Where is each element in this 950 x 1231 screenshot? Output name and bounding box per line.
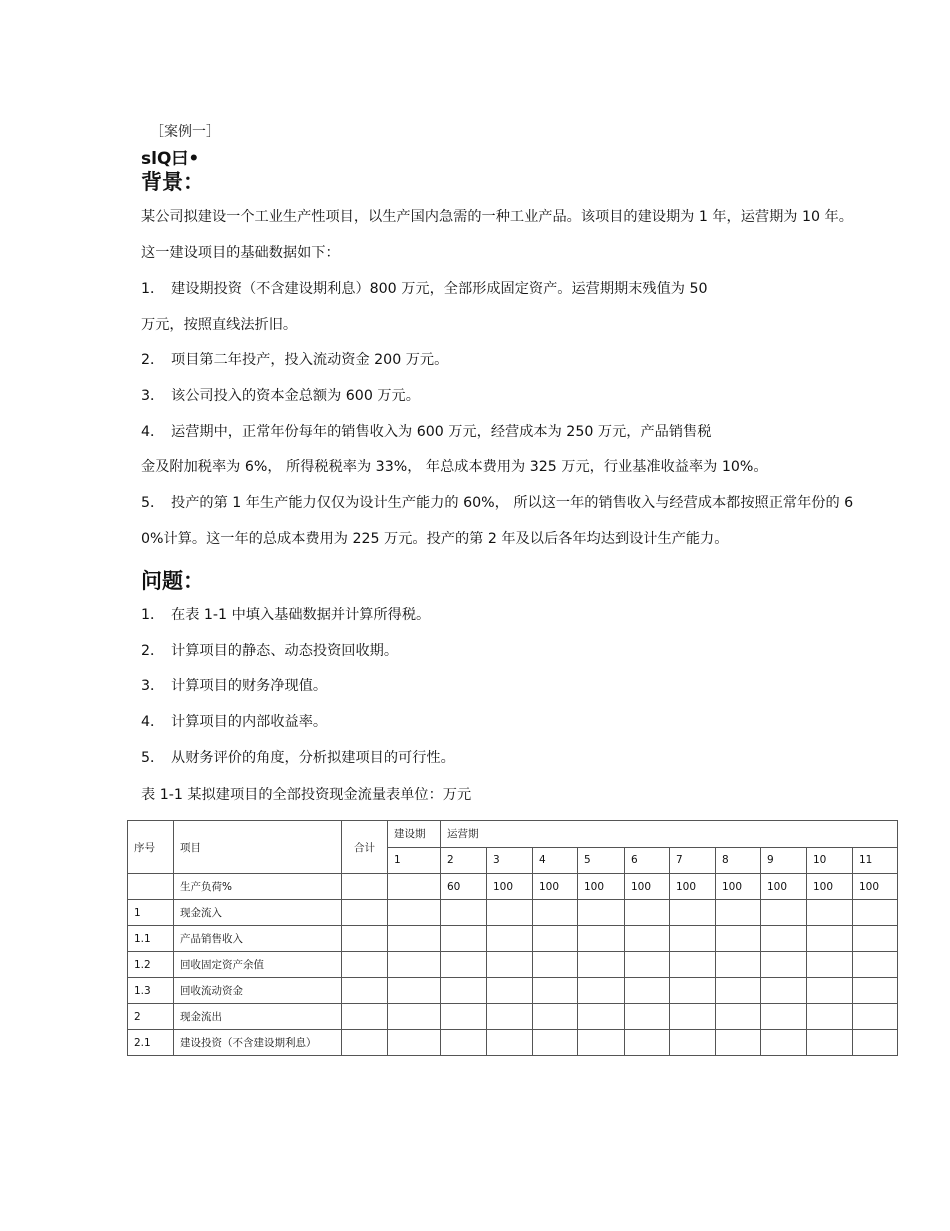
item-text: 项目第二年投产，投入流动资金 200 万元。 [171, 352, 449, 368]
table-row [128, 926, 898, 952]
row-value [716, 926, 761, 952]
row-value [716, 978, 761, 1004]
row-value [807, 952, 853, 978]
row-value: 100 [761, 874, 807, 900]
row-value [487, 926, 533, 952]
row-value [807, 900, 853, 926]
row-value [670, 978, 716, 1004]
row-value [670, 1030, 716, 1056]
header-year: 7 [670, 847, 716, 874]
question-text: 计算项目的静态、动态投资回收期。 [171, 643, 399, 659]
header-year: 5 [578, 847, 625, 874]
row-value [853, 978, 898, 1004]
item-number: 2． [141, 352, 165, 368]
header-year: 10 [807, 847, 853, 874]
header-total: 合计 [342, 821, 388, 874]
row-item: 现金流入 [174, 900, 342, 926]
table-header-row [128, 821, 898, 848]
item-text: 该公司投入的资本金总额为 600 万元。 [171, 388, 420, 404]
table-row [128, 1030, 898, 1056]
row-item: 现金流出 [174, 1004, 342, 1030]
row-total [342, 1030, 388, 1056]
row-value [533, 900, 578, 926]
question-number: 5． [141, 750, 165, 766]
row-value [388, 1030, 441, 1056]
background-item-1 [141, 279, 708, 299]
background-item-3 [141, 386, 420, 406]
background-item-5-cont: 0%计算。这一年的总成本费用为 225 万元。投产的第 2 年及以后各年均达到设计生产能力。 [141, 531, 729, 547]
background-item-2 [141, 350, 448, 370]
case-label: ［案例一］ [150, 124, 220, 140]
row-value [853, 926, 898, 952]
row-value [625, 900, 670, 926]
row-value [853, 1004, 898, 1030]
row-seq [128, 874, 174, 900]
row-item: 产品销售收入 [174, 926, 342, 952]
item-text: 投产的第 1 年生产能力仅仅为设计生产能力的 60%， 所以这一年的销售收入与经营成本都按照正常年份的 6 [171, 495, 854, 511]
row-value [853, 1030, 898, 1056]
table-row [128, 1004, 898, 1030]
row-item: 生产负荷% [174, 874, 342, 900]
row-value [578, 900, 625, 926]
item-number: 5． [141, 495, 165, 511]
background-item-4-cont: 金及附加税率为 6%， 所得税税率为 33%， 年总成本费用为 325 万元，行业基准收益率为 10%。 [141, 459, 768, 475]
row-value [716, 1004, 761, 1030]
row-value [716, 900, 761, 926]
row-value: 100 [807, 874, 853, 900]
header-year: 11 [853, 847, 898, 874]
question-text: 在表 1-1 中填入基础数据并计算所得税。 [171, 607, 431, 623]
row-value [388, 926, 441, 952]
row-value [761, 900, 807, 926]
row-value: 100 [716, 874, 761, 900]
row-value [388, 874, 441, 900]
row-value [487, 1004, 533, 1030]
row-value: 100 [533, 874, 578, 900]
row-total [342, 978, 388, 1004]
row-total [342, 874, 388, 900]
row-value [761, 952, 807, 978]
row-seq: 1.3 [128, 978, 174, 1004]
background-item-4 [141, 422, 711, 442]
row-value [441, 1004, 487, 1030]
header-construction-period: 建设期 [388, 821, 441, 848]
question-number: 1． [141, 607, 165, 623]
table-row [128, 952, 898, 978]
item-number: 1． [141, 281, 165, 297]
table-row [128, 900, 898, 926]
row-value [441, 900, 487, 926]
row-value [807, 1030, 853, 1056]
row-value [625, 978, 670, 1004]
row-value [533, 978, 578, 1004]
row-value [578, 1030, 625, 1056]
row-value [578, 926, 625, 952]
row-value [441, 978, 487, 1004]
row-value [625, 1004, 670, 1030]
row-item: 回收固定资产余值 [174, 952, 342, 978]
row-value [441, 1030, 487, 1056]
row-total [342, 952, 388, 978]
row-total [342, 1004, 388, 1030]
row-seq: 2.1 [128, 1030, 174, 1056]
item-text: 建设期投资（不含建设期利息）800 万元，全部形成固定资产。运营期期末残值为 50 [171, 281, 708, 297]
background-item-5 [141, 493, 853, 513]
item-text: 运营期中，正常年份每年的销售收入为 600 万元，经营成本为 250 万元，产品销售税 [171, 424, 712, 440]
row-value [716, 952, 761, 978]
table-row [128, 978, 898, 1004]
question-4 [141, 712, 327, 732]
header-year: 6 [625, 847, 670, 874]
header-operation-period: 运营期 [441, 821, 898, 848]
table-caption: 表 1-1 某拟建项目的全部投资现金流量表单位：万元 [141, 787, 472, 803]
row-seq: 1 [128, 900, 174, 926]
header-seq: 序号 [128, 821, 174, 874]
row-value [625, 1030, 670, 1056]
row-value [533, 1030, 578, 1056]
question-3 [141, 676, 327, 696]
question-number: 4． [141, 714, 165, 730]
row-value: 100 [578, 874, 625, 900]
item-number: 3． [141, 388, 165, 404]
row-value [578, 952, 625, 978]
background-heading: 背景： [141, 170, 204, 194]
row-value [670, 900, 716, 926]
row-value [533, 1004, 578, 1030]
row-item: 建设投资（不含建设期利息） [174, 1030, 342, 1056]
cash-flow-table [127, 820, 898, 1056]
row-value [716, 1030, 761, 1056]
row-value [388, 900, 441, 926]
item-number: 4． [141, 424, 165, 440]
row-value [761, 1004, 807, 1030]
row-value: 60 [441, 874, 487, 900]
row-value: 100 [670, 874, 716, 900]
row-total [342, 926, 388, 952]
row-value [625, 926, 670, 952]
row-value [625, 952, 670, 978]
table-row [128, 874, 898, 900]
row-value [807, 926, 853, 952]
row-value [441, 926, 487, 952]
row-value [487, 1030, 533, 1056]
row-value [670, 926, 716, 952]
question-text: 计算项目的内部收益率。 [171, 714, 328, 730]
row-value [853, 900, 898, 926]
row-value [670, 952, 716, 978]
row-value [670, 1004, 716, 1030]
row-total [342, 900, 388, 926]
header-year: 8 [716, 847, 761, 874]
row-value [487, 952, 533, 978]
row-value [487, 978, 533, 1004]
row-value [388, 952, 441, 978]
header-item: 项目 [174, 821, 342, 874]
row-value: 100 [487, 874, 533, 900]
header-year: 4 [533, 847, 578, 874]
question-2 [141, 641, 398, 661]
row-value [578, 1004, 625, 1030]
question-number: 2． [141, 643, 165, 659]
row-value: 100 [853, 874, 898, 900]
row-value: 100 [625, 874, 670, 900]
row-seq: 1.1 [128, 926, 174, 952]
row-value [578, 978, 625, 1004]
row-value [533, 926, 578, 952]
row-value [761, 926, 807, 952]
row-item: 回收流动资金 [174, 978, 342, 1004]
row-value [388, 1004, 441, 1030]
row-value [487, 900, 533, 926]
question-text: 从财务评价的角度，分析拟建项目的可行性。 [171, 750, 455, 766]
row-seq: 2 [128, 1004, 174, 1030]
background-item-1-cont: 万元，按照直线法折旧。 [141, 317, 298, 333]
background-intro-2: 这一建设项目的基础数据如下： [141, 245, 340, 261]
row-value [807, 978, 853, 1004]
row-value [853, 952, 898, 978]
row-value [388, 978, 441, 1004]
question-number: 3． [141, 678, 165, 694]
row-value [761, 1030, 807, 1056]
background-intro-1: 某公司拟建设一个工业生产性项目，以生产国内急需的一种工业产品。该项目的建设期为 1 年，运营期为 10 年。 [141, 209, 853, 225]
question-5 [141, 748, 455, 768]
header-year: 3 [487, 847, 533, 874]
row-seq: 1.2 [128, 952, 174, 978]
row-value [761, 978, 807, 1004]
row-value [807, 1004, 853, 1030]
header-year: 9 [761, 847, 807, 874]
questions-heading: 问题： [141, 569, 204, 593]
row-value [441, 952, 487, 978]
row-value [533, 952, 578, 978]
question-text: 计算项目的财务净现值。 [171, 678, 328, 694]
question-1 [141, 605, 430, 625]
header-year: 1 [388, 847, 441, 874]
header-year: 2 [441, 847, 487, 874]
garbled-line: slQ曰• [141, 149, 200, 169]
